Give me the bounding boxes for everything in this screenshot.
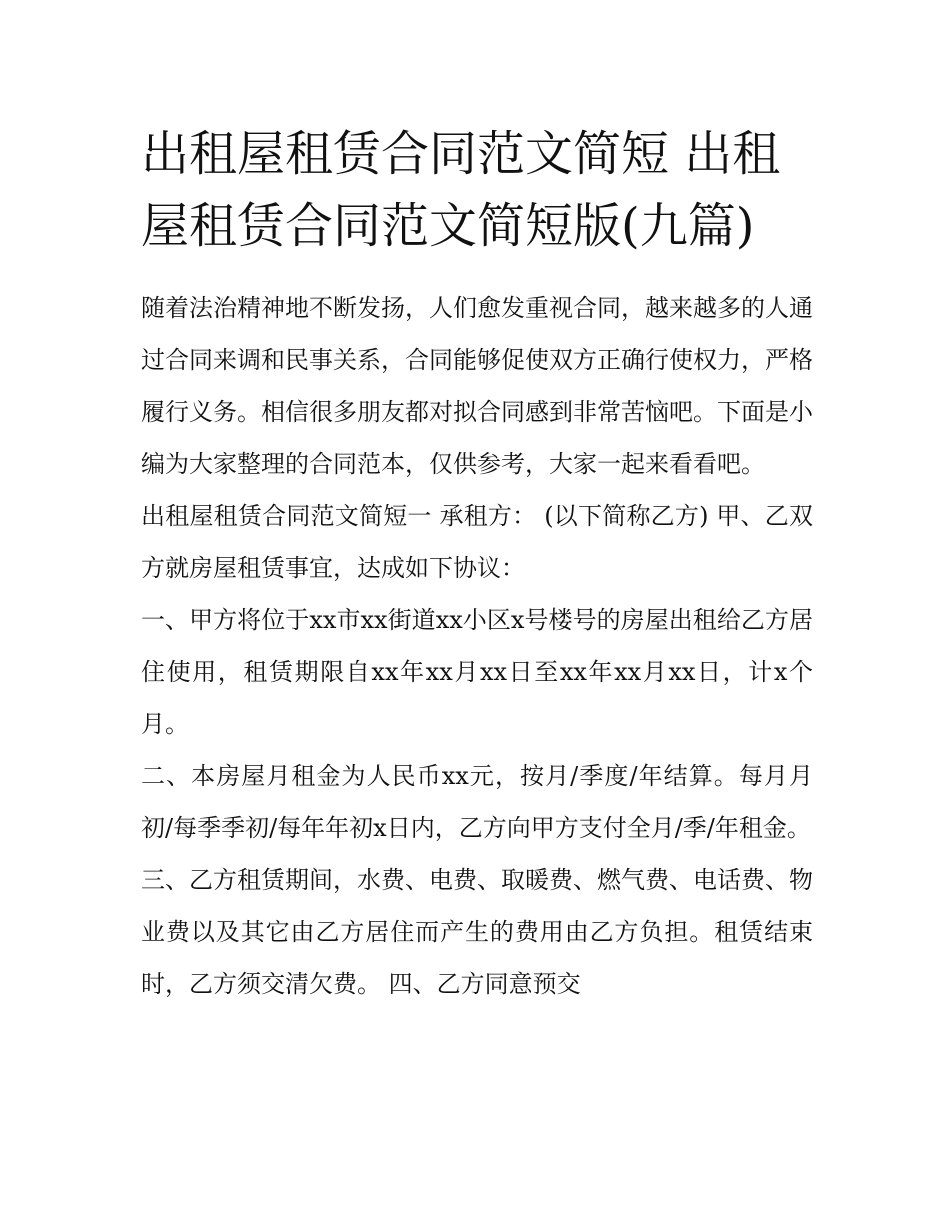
document-title: 出租屋租赁合同范文简短 出租屋租赁合同范文简短版(九篇) xyxy=(141,126,781,254)
paragraph-clause-2: 二、本房屋月租金为人民币xx元，按月/季度/年结算。每月月初/每季季初/每年年初x日内，乙方向甲方支付全月/季/年租金。 xyxy=(141,762,813,842)
paragraph-contract-header: 出租屋租赁合同范文简短一 承租方： (以下简称乙方) 甲、乙双方就房屋租赁事宜，达成如下协议： xyxy=(141,502,813,582)
paragraph-intro: 随着法治精神地不断发扬，人们愈发重视合同，越来越多的人通过合同来调和民事关系，合同能够促使双方正确行使权力，严格履行义务。相信很多朋友都对拟合同感到非常苦恼吧。下面是小编为大家整理的合同范本，仅供参考，大家一起来看看吧。 xyxy=(141,294,813,478)
paragraph-clause-1: 一、甲方将位于xx市xx街道xx小区x号楼号的房屋出租给乙方居住使用，租赁期限自xx年xx月xx日至xx年xx月xx日，计x个月。 xyxy=(141,606,813,738)
document-page xyxy=(141,118,813,1010)
paragraph-clause-3: 三、乙方租赁期间，水费、电费、取暖费、燃气费、电话费、物业费以及其它由乙方居住而产生的费用由乙方负担。租赁结束时，乙方须交清欠费。 四、乙方同意预交 xyxy=(141,866,813,998)
